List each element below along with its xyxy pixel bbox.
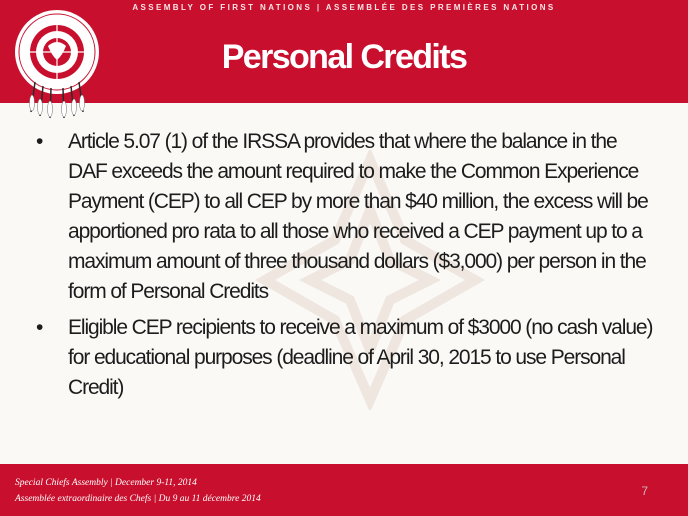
footer-event-english: Special Chiefs Assembly | December 9-11, 2014 [15,478,197,488]
list-item [36,127,658,307]
bullet-text: Eligible CEP recipients to receive a maximum of $3000 (no cash value) for educational purposes (deadline of April 30, 2015 to use Personal Credit) [68,316,653,399]
organization-name: ASSEMBLY OF FIRST NATIONS | ASSEMBLÉE DES PREMIÈRES NATIONS [132,3,556,12]
list-item [36,313,658,403]
footer-banner [0,464,688,516]
bullet-dot-icon: • [36,130,43,153]
title-banner [0,0,688,103]
afn-logo-icon [12,6,102,118]
bullet-list [36,127,658,409]
footer-event-french: Assemblée extraordinaire des Chefs | Du 9 au 11 décembre 2014 [15,494,261,504]
slide-title: Personal Credits [221,38,467,76]
page-number: 7 [641,484,648,498]
bullet-dot-icon: • [36,316,43,339]
bullet-text: Article 5.07 (1) of the IRSSA provides that where the balance in the DAF exceeds the amount required to make the Common Experience Payment (CEP) to all CEP by more than $40 million, the excess will be apportioned pro rata to all those who received a CEP payment up to a maximum amount of three thousand dollars ($3,000) per person in the form of Personal Credits [68,130,648,303]
